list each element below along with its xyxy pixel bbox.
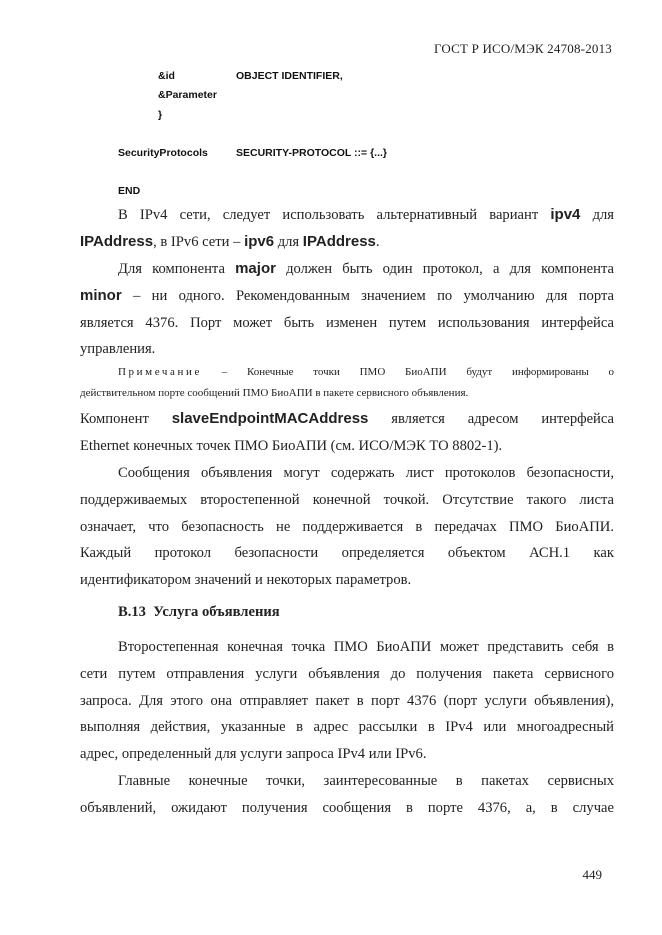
text-line: является 4376. Порт может быть изменен путем использования интерфейса <box>80 314 614 331</box>
section-title: Услуга объявления <box>153 604 280 620</box>
text-line: minor – ни одного. Рекомендованным значением по умолчанию для порта <box>80 286 614 304</box>
text-line: В IPv4 сети, следует использовать альтернативный вариант ipv4 для <box>118 206 614 223</box>
code-parameter-name: &Parameter <box>158 89 217 101</box>
code-end: END <box>118 185 141 197</box>
text-line: IPAddress, в IPv6 сети – ipv6 для IPAddress. <box>80 232 380 250</box>
paragraph-security-protocols <box>80 460 614 594</box>
text-line: управления. <box>80 341 156 358</box>
note-block <box>80 362 614 404</box>
keyword-ipv6: ipv6 <box>244 232 275 250</box>
document-header: ГОСТ Р ИСО/МЭК 24708-2013 <box>433 41 612 56</box>
text-line: Главные конечные точки, заинтересованные в пакетах сервисных <box>118 773 614 789</box>
code-security-protocols-value: SECURITY-PROTOCOL ::= {...} <box>236 147 388 159</box>
text-line: Компонент slaveEndpointMACAddress является адресом интерфейса <box>80 410 614 427</box>
keyword-ipaddress: IPAddress <box>302 232 376 250</box>
text-line: Сообщения объявления могут содержать лист протоколов безопасности, <box>118 465 614 481</box>
text-line: сети путем отправления услуги объявления до получения пакета сервисного <box>80 665 614 682</box>
text-line: действительном порте сообщений ПМО БиоАПИ в пакете сервисного объявления. <box>80 387 469 399</box>
code-security-protocols-name: SecurityProtocols <box>118 147 208 159</box>
text-line: Второстепенная конечная точка ПМО БиоАПИ может представить себя в <box>118 639 614 655</box>
text-line: идентификатором значений и некоторых параметров. <box>80 572 412 589</box>
text-line: Примечание – Конечные точки ПМО БиоАПИ будут информированы о <box>118 366 614 378</box>
page-number: 449 <box>582 867 602 882</box>
paragraph-master-endpoints <box>80 768 614 822</box>
paragraph-major-minor <box>80 256 614 363</box>
keyword-minor: minor <box>80 286 122 304</box>
code-id-name: &id <box>158 70 175 82</box>
paragraph-announcement-service <box>80 634 614 768</box>
text-line: Каждый протокол безопасности определяется объектом АСН.1 как <box>80 545 614 562</box>
text-line: адрес, определенный для услуги запроса IPv4 или IPv6. <box>80 746 427 763</box>
keyword-ipaddress: IPAddress <box>80 232 154 250</box>
text-line: запроса. Для этого она отправляет пакет в порт 4376 (порт услуги объявления), <box>80 692 614 709</box>
text-line: поддерживаемых второстепенной конечной точкой. Отсутствие такого листа <box>80 491 614 508</box>
text-line: Для компонента major должен быть один протокол, а для компонента <box>118 260 614 277</box>
keyword-ipv4: ipv4 <box>550 206 581 223</box>
keyword-major: major <box>235 260 276 277</box>
code-id-type: OBJECT IDENTIFIER, <box>236 70 343 82</box>
text-line: Ethernet конечных точек ПМО БиоАПИ (см. ИСО/МЭК ТО 8802-1). <box>80 437 503 454</box>
note-label: Примечание <box>118 366 202 378</box>
text-line: выполняя действия, указанные в адрес рассылки в IPv4 или многоадресный <box>80 719 614 736</box>
code-close-brace: } <box>158 109 163 121</box>
section-heading <box>118 604 280 621</box>
text-line: объявлений, ожидают получения сообщения в порте 4376, а, в случае <box>80 799 614 816</box>
paragraph-ipv4-ipv6 <box>80 202 614 256</box>
keyword-slave-endpoint-mac-address: slaveEndpointMACAddress <box>171 410 369 427</box>
paragraph-slave-endpoint <box>80 406 614 460</box>
section-number: B.13 <box>118 604 146 620</box>
text-line: означает, что безопасность не поддерживается в передачах ПМО БиоАПИ. <box>80 518 614 535</box>
